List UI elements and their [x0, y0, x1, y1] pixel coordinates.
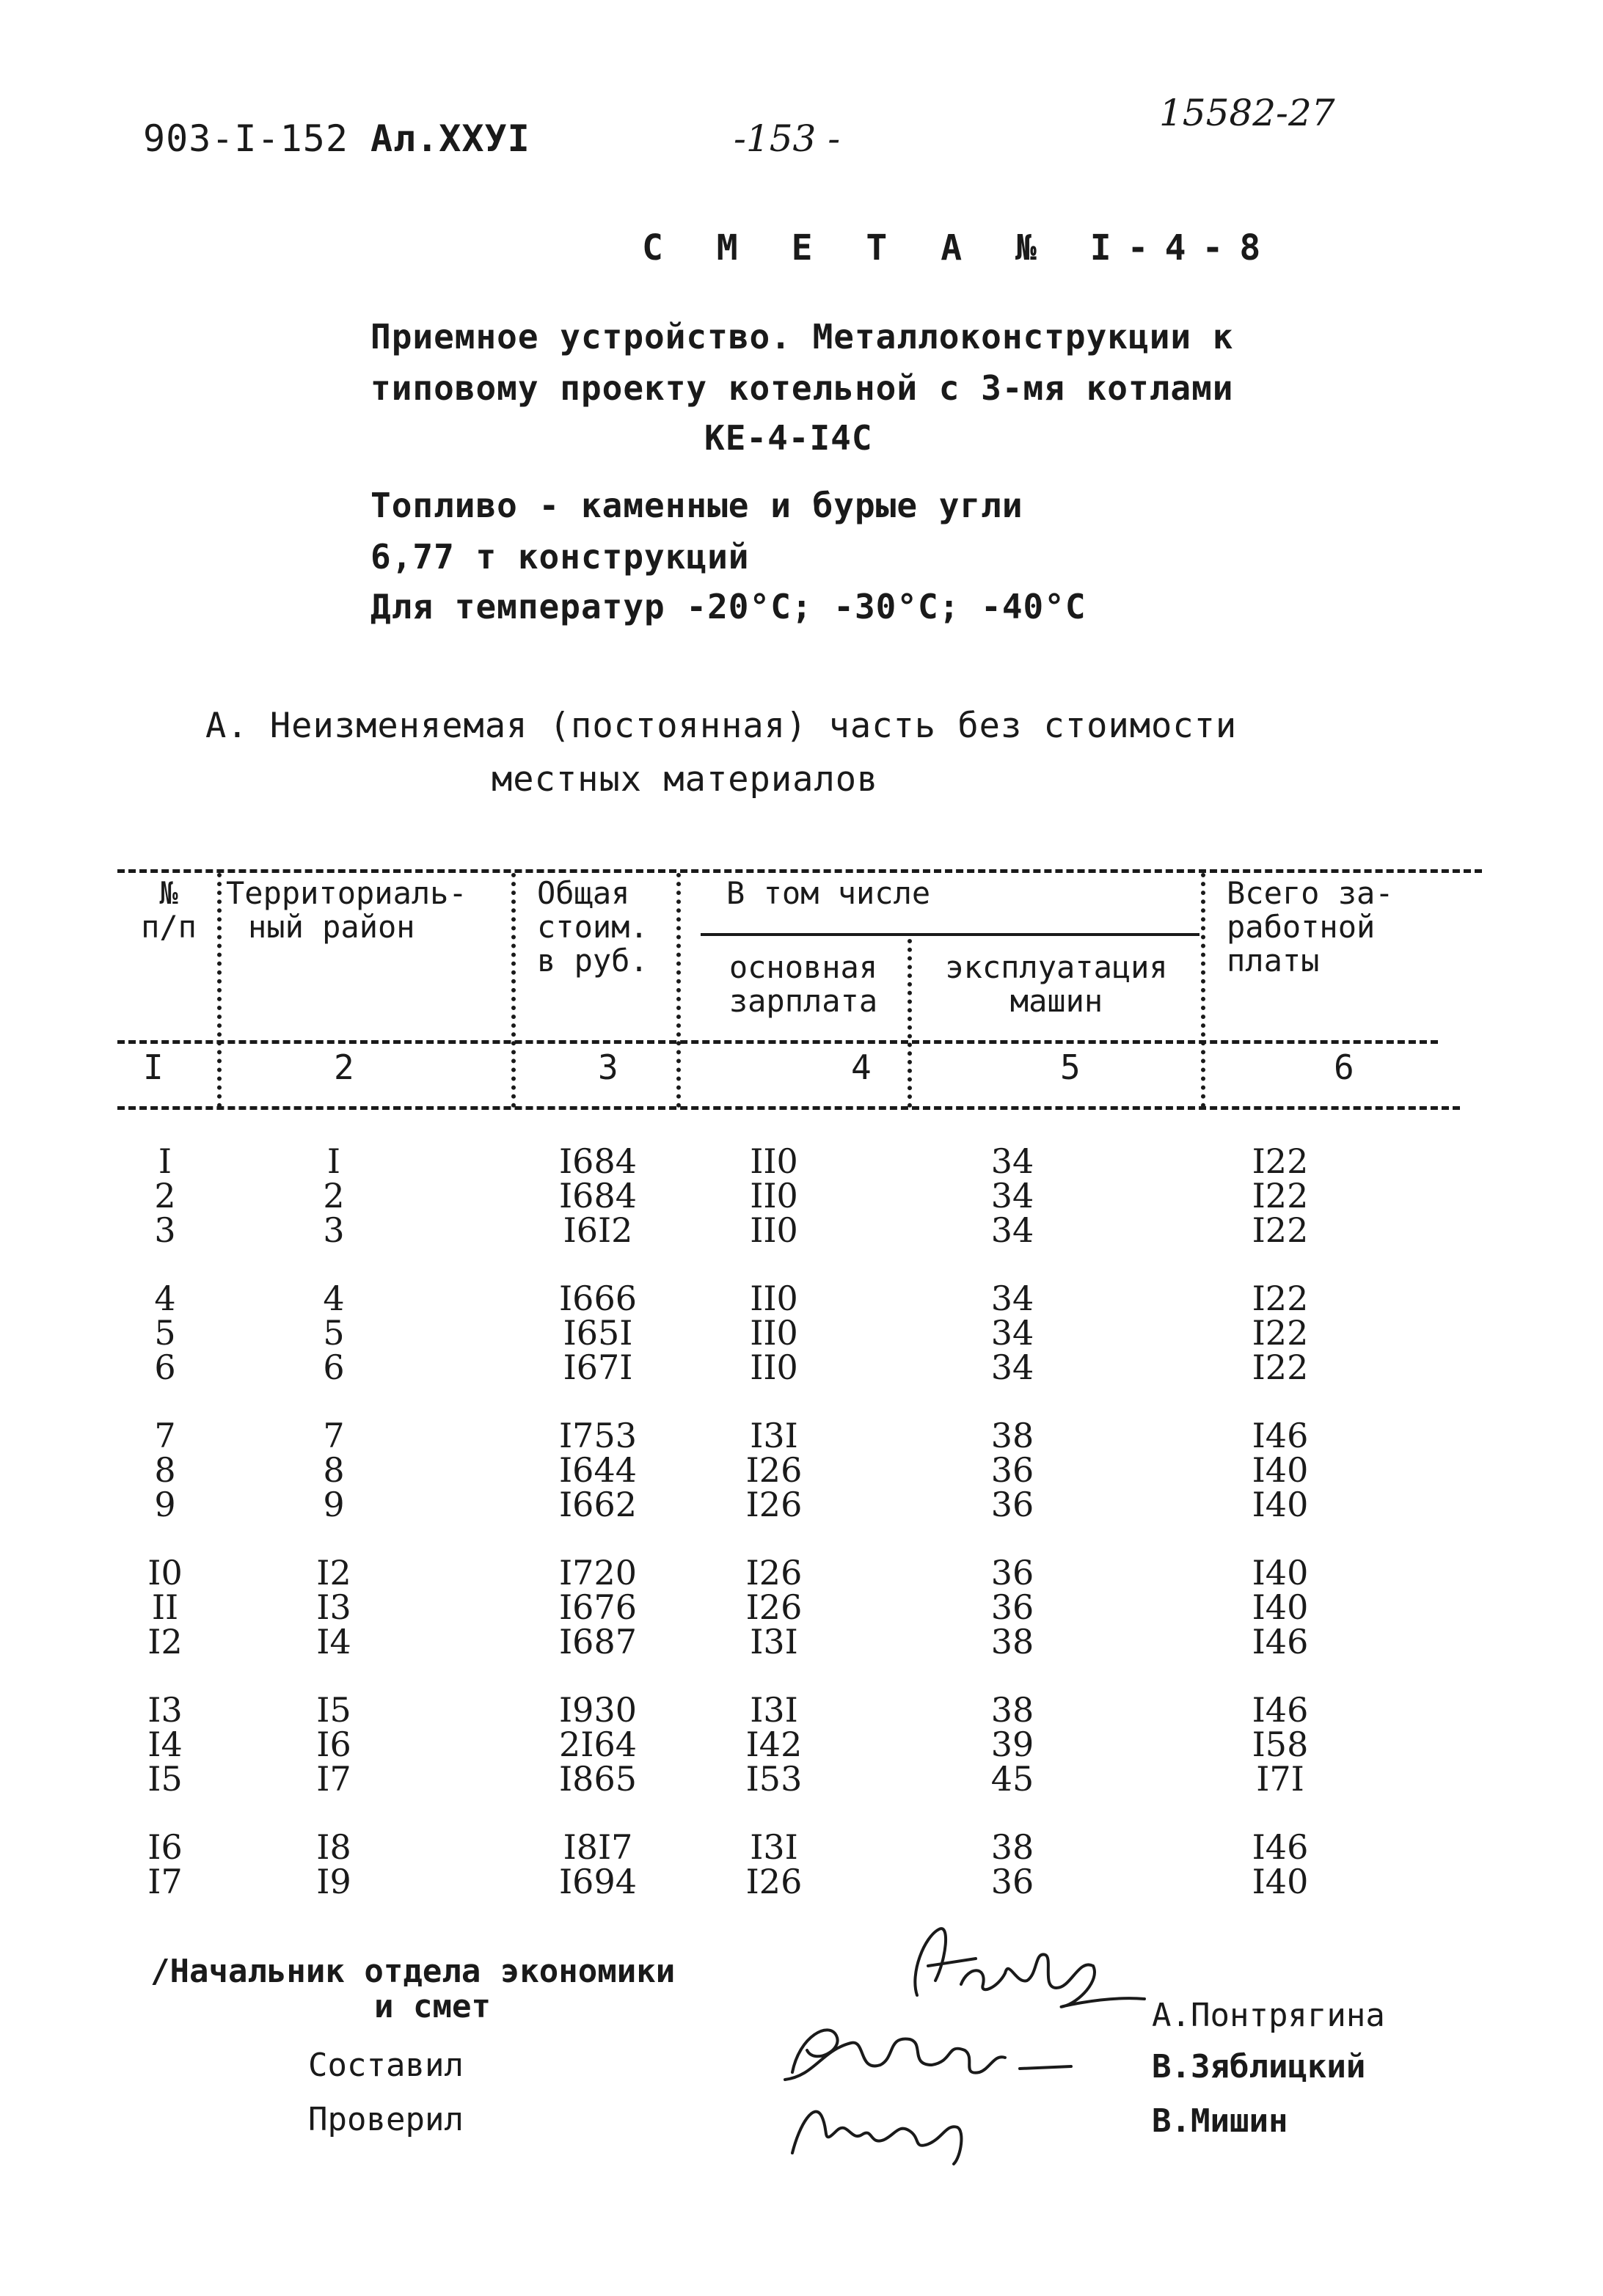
table-cell: I46 [1252, 1416, 1309, 1455]
table-cell: 45 [990, 1759, 1034, 1799]
table-cell: 7 [154, 1416, 176, 1455]
section-title-line-1: А. Неизменяемая (постоянная) часть без стоимости [205, 706, 1238, 746]
table-cell: I3I [750, 1416, 798, 1455]
table-colnum-rule [117, 1106, 1460, 1110]
album-number: Ал.XXУI [370, 117, 530, 160]
table-cell: I9 [316, 1862, 351, 1901]
table-cell: I5 [147, 1759, 183, 1799]
table-cell: 5 [323, 1313, 345, 1353]
table-cell: I7 [316, 1759, 351, 1799]
table-cell: I8I7 [563, 1827, 633, 1867]
table-cell: I8 [316, 1827, 351, 1867]
table-cell: 7 [323, 1416, 345, 1455]
table-cell: I687 [559, 1622, 637, 1661]
table-cell: 2I64 [559, 1725, 637, 1764]
description-line-1: Приемное устройство. Металлоконструкции к [370, 317, 1234, 357]
table-cell: I720 [559, 1553, 637, 1593]
table-cell: I22 [1252, 1210, 1309, 1250]
table-cell: I6 [147, 1827, 183, 1867]
column-number-3: 3 [598, 1048, 618, 1087]
table-cell: 6 [323, 1348, 345, 1387]
role-checked-by: Проверил [308, 2101, 464, 2138]
table-cell: II0 [750, 1279, 798, 1318]
page-number: -153 - [734, 117, 841, 160]
table-cell: I26 [745, 1862, 803, 1901]
table-cell: 34 [990, 1313, 1034, 1353]
column-number-4: 4 [851, 1048, 872, 1087]
table-cell: II0 [750, 1141, 798, 1181]
table-cell: I0 [147, 1553, 183, 1593]
table-cell: I53 [745, 1759, 803, 1799]
table-header-rule [117, 1040, 1438, 1044]
table-cell: 36 [990, 1587, 1034, 1627]
table-cell: I684 [559, 1141, 637, 1181]
table-cell: 8 [154, 1450, 176, 1490]
table-cell: I22 [1252, 1279, 1309, 1318]
group-header-rule [701, 933, 1199, 936]
table-cell: 9 [323, 1485, 345, 1524]
table-cell: 9 [154, 1485, 176, 1524]
header-number: № п/п [141, 875, 197, 945]
col-separator-4 [908, 939, 912, 1108]
weight-line: 6,77 т конструкций [370, 537, 750, 577]
table-cell: 5 [154, 1313, 176, 1353]
project-code: 903-I-152 [143, 117, 348, 160]
header-territorial-region: Территориаль- ный район [226, 875, 467, 945]
table-cell: I26 [745, 1587, 803, 1627]
col-separator-3 [676, 873, 681, 1108]
table-cell: 4 [323, 1279, 345, 1318]
signature-1 [858, 1915, 1152, 2017]
table-cell: I6I2 [563, 1210, 633, 1250]
table-cell: I [158, 1141, 172, 1181]
column-number-1: I [143, 1048, 164, 1087]
table-cell: I7 [147, 1862, 183, 1901]
col-separator-2 [511, 873, 516, 1108]
table-cell: I666 [559, 1279, 637, 1318]
table-cell: I40 [1252, 1450, 1309, 1490]
role-head-of-department-cont: и смет [374, 1988, 491, 2025]
name-compiler: В.Зяблицкий [1152, 2048, 1366, 2085]
table-cell: I7I [1256, 1759, 1304, 1799]
table-cell: II [151, 1587, 179, 1627]
temperature-line: Для температур -20°С; -30°С; -40°С [370, 587, 1087, 626]
table-cell: 34 [990, 1210, 1034, 1250]
table-cell: I22 [1252, 1141, 1309, 1181]
header-total-wages: Всего за- работной платы [1227, 875, 1394, 979]
table-cell: I865 [559, 1759, 637, 1799]
table-cell: 39 [990, 1725, 1034, 1764]
table-cell: I26 [745, 1553, 803, 1593]
table-cell: I4 [316, 1622, 351, 1661]
column-number-2: 2 [334, 1048, 354, 1087]
table-cell: I40 [1252, 1553, 1309, 1593]
role-compiled-by: Составил [308, 2047, 464, 2084]
table-cell: I662 [559, 1485, 637, 1524]
table-cell: I42 [745, 1725, 803, 1764]
table-cell: 3 [154, 1210, 176, 1250]
section-title-line-2: местных материалов [492, 759, 879, 800]
table-cell: I2 [316, 1553, 351, 1593]
description-line-2: типовому проекту котельной с 3-мя котлами [370, 368, 1234, 408]
table-cell: 34 [990, 1279, 1034, 1318]
table-cell: I65I [563, 1313, 633, 1353]
table-cell: I676 [559, 1587, 637, 1627]
table-cell: 38 [990, 1622, 1034, 1661]
table-cell: I26 [745, 1485, 803, 1524]
stamp-number: 15582-27 [1159, 92, 1335, 134]
table-cell: I46 [1252, 1827, 1309, 1867]
table-cell: 38 [990, 1827, 1034, 1867]
column-number-6: 6 [1334, 1048, 1354, 1087]
table-cell: I694 [559, 1862, 637, 1901]
col-separator-1 [217, 873, 222, 1108]
table-cell: 8 [323, 1450, 345, 1490]
table-cell: I26 [745, 1450, 803, 1490]
header-machine-operation: эксплуатация машин [945, 949, 1168, 1019]
col-separator-5 [1201, 873, 1205, 1108]
header-including: В том числе [726, 875, 931, 911]
table-cell: I3I [750, 1622, 798, 1661]
table-cell: 6 [154, 1348, 176, 1387]
table-cell: 34 [990, 1176, 1034, 1215]
table-cell: I753 [559, 1416, 637, 1455]
table-top-rule [117, 869, 1482, 873]
table-cell: I46 [1252, 1622, 1309, 1661]
table-cell: I22 [1252, 1176, 1309, 1215]
table-cell: I46 [1252, 1690, 1309, 1730]
table-cell: I67I [563, 1348, 633, 1387]
table-cell: I40 [1252, 1485, 1309, 1524]
table-cell: 3 [323, 1210, 345, 1250]
table-cell: I58 [1252, 1725, 1309, 1764]
table-cell: I5 [316, 1690, 351, 1730]
table-cell: I3 [147, 1690, 183, 1730]
table-cell: I3 [316, 1587, 351, 1627]
column-number-5: 5 [1060, 1048, 1081, 1087]
table-cell: II0 [750, 1210, 798, 1250]
table-cell: 36 [990, 1862, 1034, 1901]
table-cell: 38 [990, 1416, 1034, 1455]
table-cell: 36 [990, 1450, 1034, 1490]
header-total-cost: Общая стоим. в руб. [537, 875, 649, 979]
table-cell: I40 [1252, 1862, 1309, 1901]
table-cell: I2 [147, 1622, 183, 1661]
signature-2 [770, 2006, 1078, 2094]
table-cell: 36 [990, 1485, 1034, 1524]
table-cell: 36 [990, 1553, 1034, 1593]
table-cell: 38 [990, 1690, 1034, 1730]
header-base-salary: основная зарплата [729, 949, 878, 1019]
description-line-3: КЕ-4-I4С [704, 418, 873, 458]
table-cell: 34 [990, 1348, 1034, 1387]
document-title: С М Е Т А № I-4-8 [642, 227, 1277, 268]
table-cell: 2 [154, 1176, 176, 1215]
table-cell: II0 [750, 1348, 798, 1387]
name-head-of-department: А.Понтрягина [1152, 1997, 1385, 2034]
table-cell: I40 [1252, 1587, 1309, 1627]
role-head-of-department: /Начальник отдела экономики [150, 1953, 676, 1990]
table-cell: I4 [147, 1725, 183, 1764]
table-cell: I930 [559, 1690, 637, 1730]
table-cell: 2 [323, 1176, 345, 1215]
table-cell: 4 [154, 1279, 176, 1318]
table-cell: I3I [750, 1827, 798, 1867]
table-cell: 34 [990, 1141, 1034, 1181]
table-cell: II0 [750, 1176, 798, 1215]
table-cell: I6 [316, 1725, 351, 1764]
table-cell: I3I [750, 1690, 798, 1730]
table-cell: I [326, 1141, 341, 1181]
table-cell: II0 [750, 1313, 798, 1353]
table-cell: I22 [1252, 1348, 1309, 1387]
name-checker: В.Мишин [1152, 2102, 1288, 2140]
table-cell: I644 [559, 1450, 637, 1490]
signature-3 [778, 2087, 998, 2168]
table-cell: I684 [559, 1176, 637, 1215]
table-cell: I22 [1252, 1313, 1309, 1353]
fuel-line: Топливо - каменные и бурые угли [370, 486, 1023, 525]
